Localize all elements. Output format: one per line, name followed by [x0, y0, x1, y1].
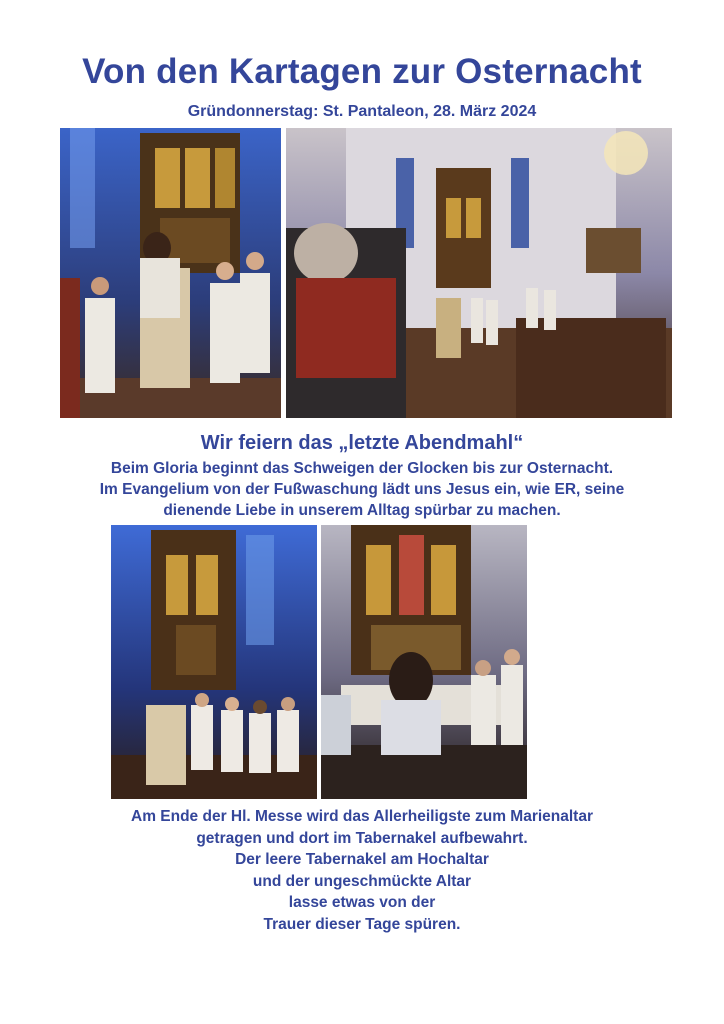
- closing-paragraph: [0, 806, 724, 935]
- altar-servers-illustration: [111, 525, 317, 799]
- section-heading: Wir feiern das „letzte Abendmahl“: [200, 432, 524, 454]
- closing-line: und der ungeschmückte Altar: [252, 872, 472, 890]
- closing-line: getragen und dort im Tabernakel aufbewahrt.: [196, 829, 528, 847]
- photo-top-left: [60, 128, 281, 418]
- photo-bottom-left: [111, 525, 317, 799]
- photo-bottom-right: [321, 525, 527, 799]
- intro-line: Beim Gloria beginnt das Schweigen der Glocken bis zur Osternacht.: [110, 460, 614, 477]
- closing-line: lasse etwas von der: [288, 894, 436, 911]
- closing-line: Am Ende der Hl. Messe wird das Allerheiligste zum Marienaltar: [131, 808, 593, 825]
- page-title: Von den Kartagen zur Osternacht: [82, 52, 642, 91]
- closing-line: Der leere Tabernakel am Hochaltar: [235, 851, 489, 868]
- page-subtitle: Gründonnerstag: St. Pantaleon, 28. März 2024: [187, 103, 537, 120]
- closing-line: Trauer dieser Tage spüren.: [263, 915, 461, 933]
- intro-line: dienende Liebe in unserem Alltag spürbar zu machen.: [163, 502, 561, 519]
- intro-paragraph: [0, 458, 724, 521]
- high-altar-illustration: [321, 525, 527, 799]
- church-altar-illustration: [60, 128, 281, 418]
- intro-line: Im Evangelium von der Fußwaschung lädt uns Jesus ein, wie ER, seine: [99, 481, 625, 498]
- photo-top-right: [286, 128, 672, 418]
- church-nave-illustration: [286, 128, 672, 418]
